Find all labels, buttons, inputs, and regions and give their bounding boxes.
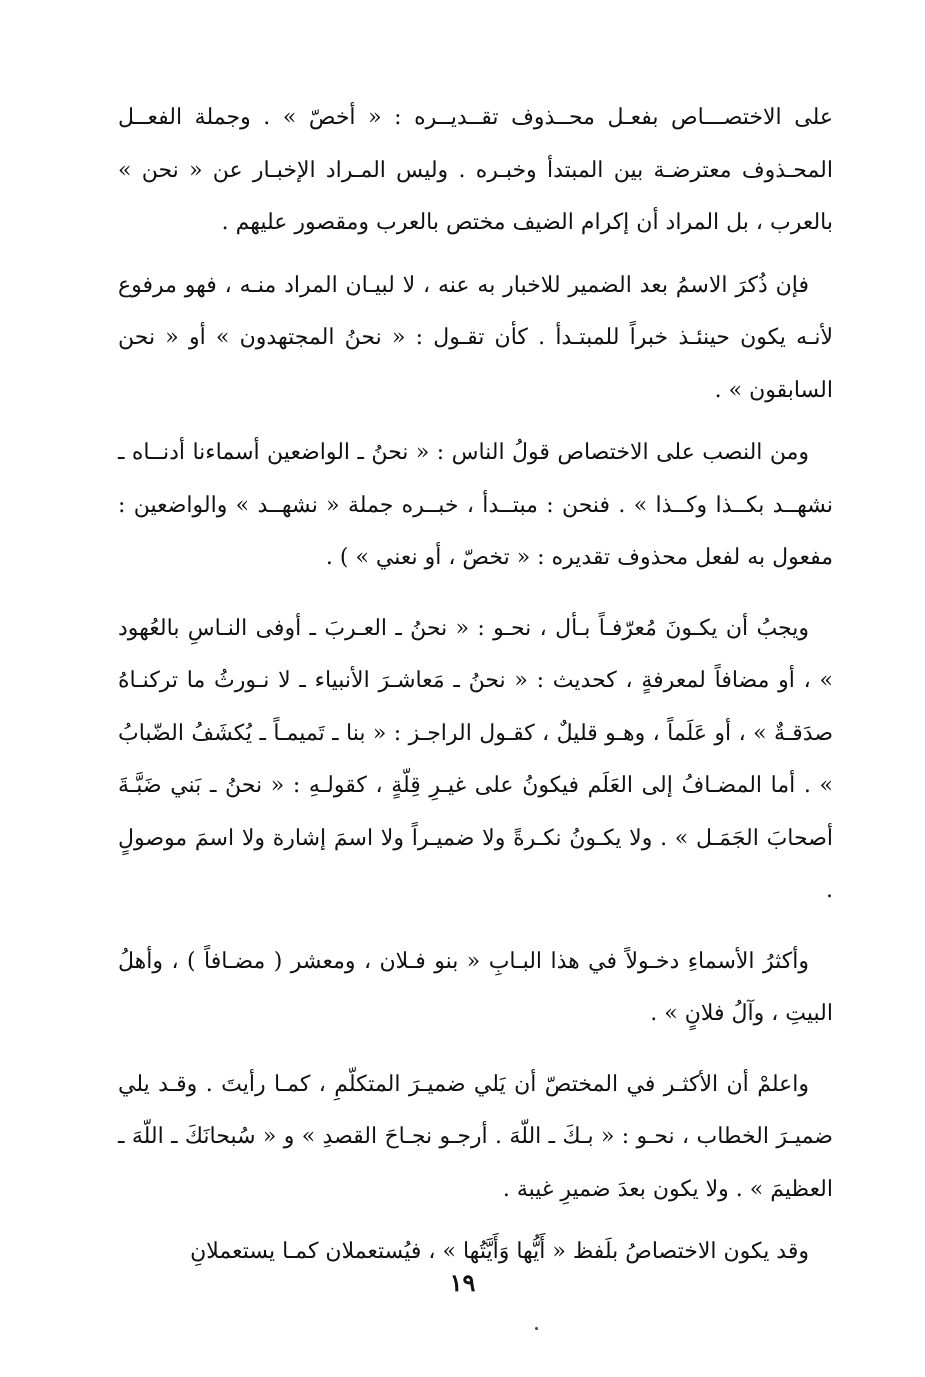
- paragraph-4: ويجبُ أن يكـونَ مُعرّفـاً بـأل ، نحـو : « نحنُ ـ العـربَ ـ أوفى النـاسِ بالعُهود » ، أو مضافاً لمعرفةٍ ، كحديث : « نحنُ ـ مَعاشـرَ الأنبياء ـ لا نـورثُ ما تركنـاهُ صدَقـةٌ » ، أو عَلَماً ، وهـو قليلٌ ، كقـول الراجـز : « بنا ـ تَميمـاً ـ يُكشَفُ الضّبابُ » . أما المضـافُ إلى العَلَم فيكونُ على غيـرِ قِلّةٍ ، كقولـهِ : « نحنُ ـ بَني ضَبَّـةَ أصحابَ الجَمَـل » . ولا يكـونُ نكـرةً ولا ضميـراً ولا اسمَ إشارة ولا اسمَ موصولٍ .: [118, 615, 833, 903]
- paragraph-7: وقد يكون الاختصاصُ بلَفظ « أَيُّها وَأَيَّتُها » ، فيُستعملان كمـا يستعملانِ: [190, 1239, 809, 1264]
- paragraph-5: وأكثرُ الأسماءِ دخـولاً في هذا البـابِ « بنو فـلان ، ومعشر ( مضـافاً ) ، وأهلُ البيتِ ، وآلُ فلانٍ » .: [118, 948, 833, 1026]
- paragraph-6: واعلمْ أن الأكثـر في المختصّ أن يَلي ضميـرَ المتكلّمِ ، كمـا رأيتَ . وقـد يلي ضميـرَ الخطاب ، نحـو : « بـكَ ـ اللّهَ . أرجـو نجـاحَ القصدِ » و « سُبحانَكَ ـ اللّهَ ـ العظيمَ » . ولا يكون بعدَ ضميرِ غيبة .: [118, 1071, 833, 1202]
- paragraph-2: فإن ذُكرَ الاسمُ بعد الضمير للاخبار به عنه ، لا لبيـان المراد منـه ، فهو مرفوع لأنـه يكون حينئـذ خبراً للمبتـدأ . كأن تقـول : « نحنُ المجتهدون » أو « نحن السابقون » .: [118, 272, 833, 403]
- paragraph-1: على الاختصـــاص بفعـل محــذوف تقــديــره : « أخصّ » . وجملة الفعــل المحـذوف معترضـة بين المبتدأ وخبـره . وليس المـراد الإخبـار عن « نحن » بالعرب ، بل المراد أن إكرام الضيف مختص بالعرب ومقصور عليهم .: [118, 105, 833, 235]
- speck-mark: [535, 1327, 538, 1330]
- paragraph-3: ومن النصب على الاختصاص قولُ الناس : « نحنُ ـ الواضعين أسماءنا أدنــاه ـ نشهــد بكــذا وكــذا » . فنحن : مبتــدأ ، خبــره جملة « نشهــد » والواضعين : مفعول به لفعل محذوف تقديره : « تخصّ ، أو نعني » ) .: [118, 440, 833, 570]
- page-number: ١٩: [449, 1268, 476, 1297]
- body-text: [118, 92, 833, 1279]
